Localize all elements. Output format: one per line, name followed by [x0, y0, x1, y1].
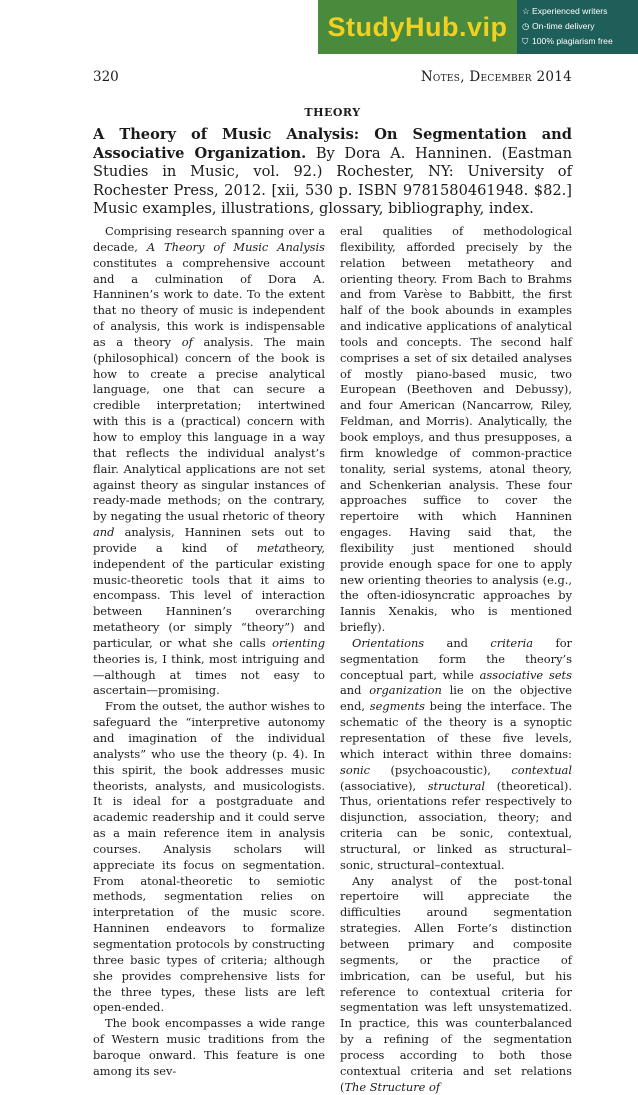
book-title: A Theory of Music Analysis: On Segmentation and Associative Organization.: [93, 126, 572, 162]
section-heading: THEORY: [304, 106, 361, 119]
watermark-feature: ⛉ 100% plagiarism free: [522, 36, 613, 46]
watermark-feature: ☆ Experienced writers: [522, 6, 608, 16]
paragraph: Any analyst of the post-tonal repertoire will appreciate the difficulties around segmentation strategies. Allen Forte’s distinction between primary and composite segments, or the practice of imbrication, can be useful, but his reference to contextual criteria for segmentation was left unsystematized. In practice, this was counterbalanced by a refining of the segmentation process according to both those contextual criteria and set relations (The Structure of: [340, 873, 572, 1094]
shield-icon: ⛉: [522, 36, 529, 46]
paragraph: The book encompasses a wide range of Western music traditions from the baroque onward. This feature is one among its sev-: [93, 1016, 325, 1078]
book-details: By Dora A. Hanninen. (Eastman Studies in Music, vol. 92.) Rochester, NY: University of Rochester Press, 2012. [xii, 530 p. ISBN 9781580461948. $82.] Music examples, illustrations, glossary, bibliography, index.: [93, 144, 572, 218]
running-header: [93, 69, 572, 85]
right-column: [340, 224, 572, 1095]
page-number: 320: [93, 69, 119, 85]
star-icon: ☆: [522, 6, 530, 16]
journal-title: Notes, December 2014: [420, 69, 572, 85]
paragraph: eral qualities of methodological flexibility, afforded precisely by the relation between metatheory and orienting theory. From Bach to Brahms and from Varèse to Babbitt, the first half of the book abounds in examples and indicative applications of analytical tools and concepts. The second half comprises a set of six detailed analyses of mostly piano-based music, two European (Beethoven and Debussy), and four American (Nancarrow, Riley, Feldman, and Morris). Analytically, the book employs, and thus presupposes, a firm knowledge of common-practice tonality, serial systems, atonal theory, and Schenkerian analysis. These four approaches suffice to cover the repertoire with which Hanninen engages. Having said that, the flexibility just mentioned should provide enough space for one to apply new orienting theories to analysis (e.g., the often-idiosyncratic approaches by Iannis Xenakis, who is mentioned briefly).: [340, 224, 572, 635]
watermark-banner: [318, 0, 638, 54]
watermark-feature: ◷ On-time delivery: [522, 21, 595, 31]
paragraph: Orientations and criteria for segmentation form the theory’s conceptual part, while associative sets and organization lie on the objective end, segments being the interface. The schematic of the theory is a synoptic representation of these five levels, which interact within three domains: sonic (psychoacoustic), contextual (associative), structural (theoretical). Thus, orientations refer respectively to disjunction, association, theory; and criteria can be sonic, contextual, structural, or linked as structural–sonic, structural–contextual.: [340, 635, 572, 872]
watermark-logo: StudyHub.vip: [318, 0, 517, 54]
watermark-features: [517, 0, 638, 54]
left-column: [93, 224, 325, 1080]
review-citation: [93, 126, 572, 219]
clock-icon: ◷: [522, 21, 530, 31]
paragraph: Comprising research spanning over a decade, A Theory of Music Analysis constitutes a comprehensive account and a culmination of Dora A. Hanninen’s work to date. To the extent that no theory of music is independent of analysis, this work is indispensable as a theory of analysis. The main (philosophical) concern of the book is how to create a precise analytical language, one that can secure a credible interpretation; intertwined with this is a (practical) concern with how to employ this language in a way that reflects the individual analyst’s flair. Analytical applications are not set against theory as singular instances of ready-made methods; on the contrary, by negating the usual rhetoric of theory and analysis, Hanninen sets out to provide a kind of metatheory, independent of the particular existing music-theoretic tools that it aims to encompass. This level of interaction between Hanninen’s overarching metatheory (or simply “theory”) and particular, or what she calls orienting theories is, I think, most intriguing and—although at times not easy to ascertain—promising.: [93, 224, 326, 698]
paragraph: From the outset, the author wishes to safeguard the “interpretive autonomy and imagination of the individual analysts” who use the theory (p. 4). In this spirit, the book addresses music theorists, analysts, and musicologists. It is ideal for a postgraduate and academic readership and it could serve as a main reference item in analysis courses. Analysis scholars will appreciate its focus on segmentation. From atonal-theoretic to semiotic methods, segmentation relies on interpretation of the music score. Hanninen endeavors to formalize segmentation protocols by constructing three basic types of criteria; although she provides comprehensive lists for the three types, these lists are left open-ended.: [93, 699, 325, 1015]
